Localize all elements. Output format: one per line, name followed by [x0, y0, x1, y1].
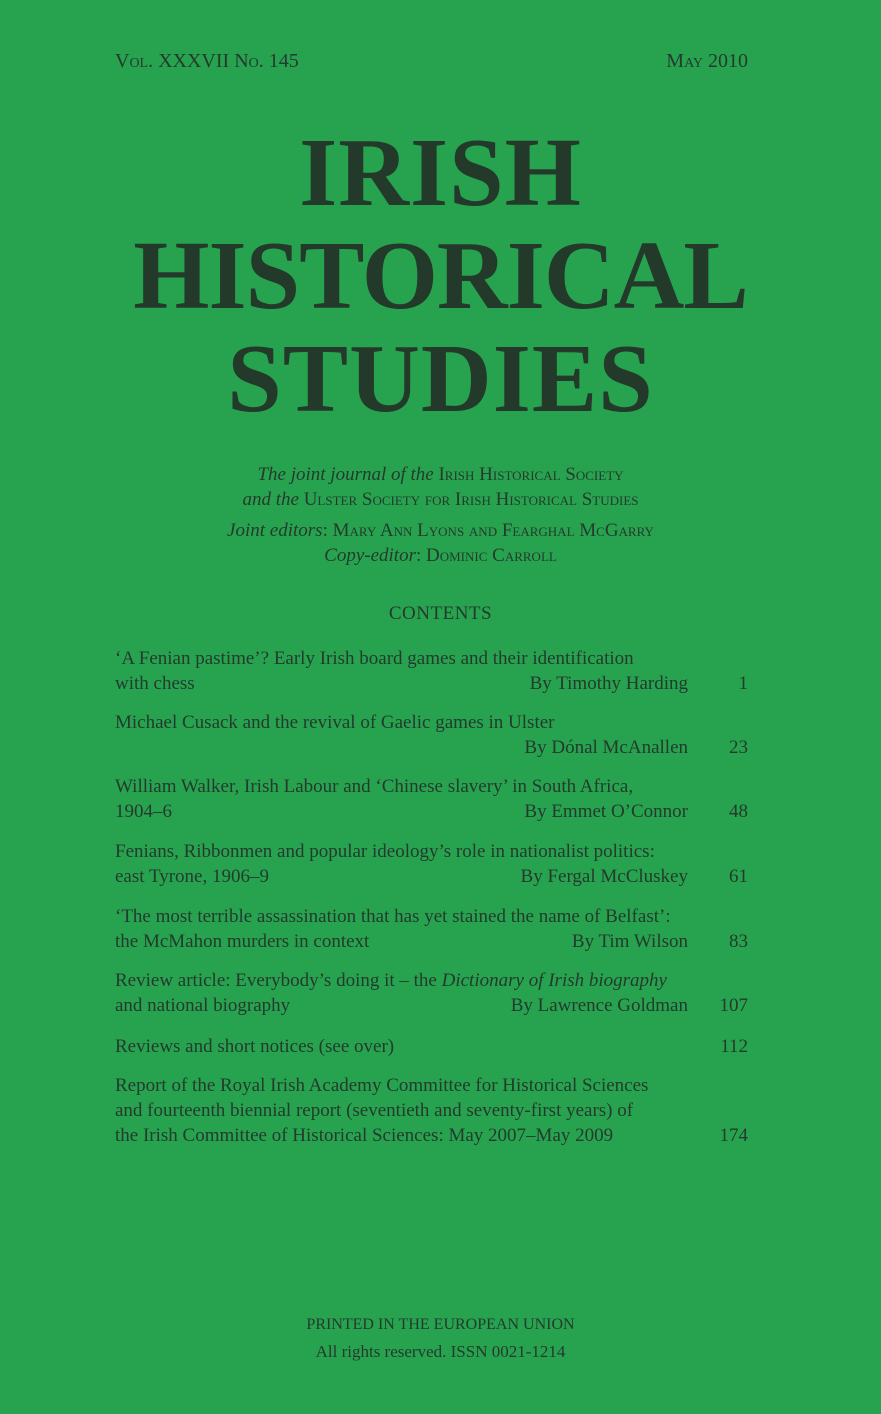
toc-page-number: 83	[729, 931, 748, 952]
toc-page-number: 174	[719, 1125, 748, 1146]
toc-page-number: 1	[738, 673, 748, 694]
toc-item	[115, 1034, 748, 1059]
toc-title-line: and fourteenth biennial report (seventieth and seventy-first years) of	[115, 1100, 634, 1121]
copy-editor-name: Dominic Carroll	[426, 545, 557, 566]
society-name-2: Ulster Society for Irish Historical Studies	[303, 489, 639, 510]
toc-item	[115, 1073, 748, 1148]
copy-editor-label: Copy-editor	[324, 545, 416, 566]
toc-author: By Fergal McCluskey	[520, 866, 688, 887]
rights-issn: All rights reserved. ISSN 0021-1214	[315, 1342, 566, 1361]
printed-notice: PRINTED IN THE EUROPEAN UNION	[306, 1316, 575, 1333]
toc-item	[115, 774, 748, 824]
toc-title-line: Review article: Everybody’s doing it – the	[115, 970, 442, 991]
toc-item	[115, 904, 748, 954]
toc-title-line: 1904–6	[115, 801, 172, 822]
toc-title-line: ‘A Fenian pastime’? Early Irish board games and their identification	[115, 648, 634, 669]
toc-author: By Timothy Harding	[529, 673, 688, 694]
toc-page-number: 23	[729, 737, 748, 758]
journal-line1-italic: The joint journal of the	[257, 464, 434, 485]
volume-number: Vol. XXXVII No. 145	[115, 50, 299, 72]
toc-title-line: ‘The most terrible assassination that has yet stained the name of Belfast’:	[115, 906, 671, 927]
toc-title-line: the Irish Committee of Historical Sciences: May 2007–May 2009	[115, 1125, 614, 1146]
toc-title-line: Report of the Royal Irish Academy Committee for Historical Sciences	[115, 1075, 649, 1096]
toc-title-line: Reviews and short notices (see over)	[115, 1036, 395, 1057]
toc-item	[115, 646, 748, 696]
toc-title-line: the McMahon murders in context	[115, 931, 370, 952]
cover-footer	[0, 1311, 881, 1365]
contents-heading: CONTENTS	[388, 603, 493, 624]
journal-line2-italic: and the	[242, 489, 299, 510]
title-line-1: IRISH	[299, 119, 582, 227]
toc-page-number: 61	[729, 866, 748, 887]
society-name-1: Irish Historical Society	[438, 464, 624, 485]
toc-item	[115, 710, 748, 760]
title-line-2: HISTORICAL	[133, 222, 748, 330]
editors-block: Joint editors: Mary Ann Lyons and Fearghal McGarry Copy-editor: Dominic Carroll	[227, 520, 654, 566]
joint-editors-label: Joint editors	[227, 520, 323, 541]
journal-description	[0, 462, 881, 512]
toc-item	[115, 968, 748, 1018]
toc-author: By Lawrence Goldman	[510, 995, 688, 1016]
toc-item	[115, 839, 748, 889]
toc-title-line: Michael Cusack and the revival of Gaelic games in Ulster	[115, 712, 555, 733]
journal-title	[0, 119, 881, 433]
joint-editors-names: Mary Ann Lyons and Fearghal McGarry	[332, 520, 654, 541]
toc-page-number: 48	[729, 801, 748, 822]
toc-author: By Emmet O’Connor	[524, 801, 688, 822]
toc-author: By Tim Wilson	[571, 931, 688, 952]
toc-page-number: 107	[719, 995, 748, 1016]
toc-title-line: with chess	[115, 673, 195, 694]
toc-title-line: and national biography	[115, 995, 291, 1016]
toc-title-line: east Tyrone, 1906–9	[115, 866, 269, 887]
toc-title-line: William Walker, Irish Labour and ‘Chinese slavery’ in South Africa,	[115, 776, 634, 797]
title-line-3: STUDIES	[227, 325, 654, 433]
issue-date: May 2010	[666, 50, 748, 72]
toc-author: By Dónal McAnallen	[524, 737, 688, 758]
toc-title-line: Fenians, Ribbonmen and popular ideology’s role in nationalist politics:	[115, 841, 655, 862]
toc-page-number: 112	[720, 1036, 748, 1057]
toc-title-italic: Dictionary of Irish biography	[441, 970, 667, 991]
